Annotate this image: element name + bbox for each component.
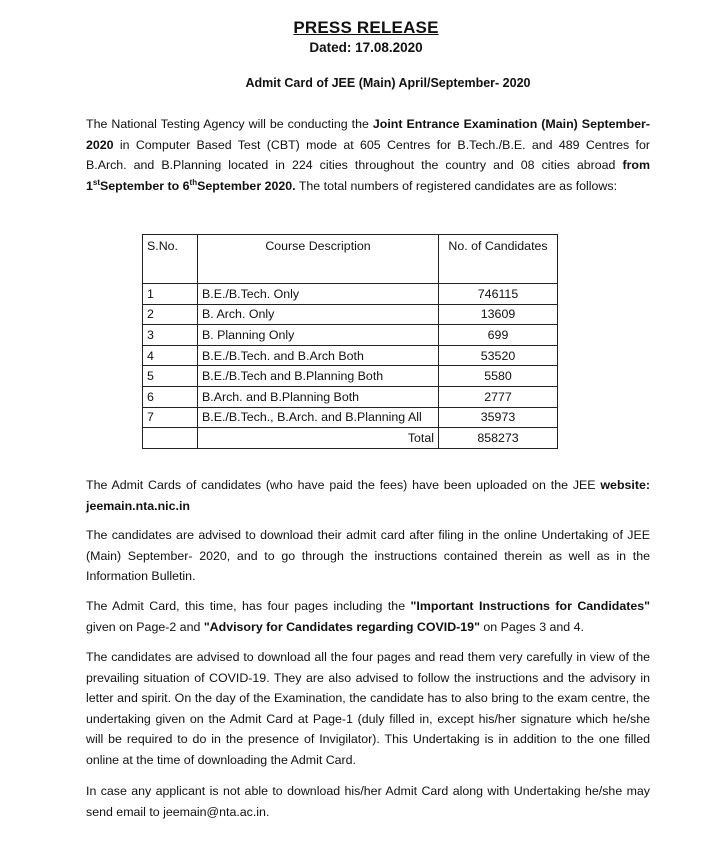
p3-text-3: on Pages 3 and 4. [479,619,584,634]
date-from: from 1 [86,158,650,193]
intro-text-2: in Computer Based Test (CBT) mode at 605 Centres for B.Tech./B.E. and 489 Centres for B.Arch. and B.Planning located in 224 cities throughout the country and 08 cities abroad [86,137,650,173]
cell-count: 746115 [439,284,558,305]
cell-sno: 2 [143,304,198,325]
download-advice-paragraph: The candidates are advised to download their admit card after filing in the online Undertaking of JEE (Main) September- 2020, and to go through the instructions contained therein as well as in the Information Bulletin. [86,528,650,584]
table-row [143,325,558,346]
cell-course: B.E./B.Tech. Only [198,284,439,305]
p3-text-1: The Admit Card, this time, has four pages including the [86,599,411,613]
total-label: Total [198,428,439,449]
covid-advisory-title: "Advisory for Candidates regarding COVID-19" [203,619,480,634]
header-sno: S.No. [143,235,198,284]
admit-card-upload-paragraph [86,475,650,516]
cell-sno: 7 [143,407,198,428]
cell-course: B.E./B.Tech and B.Planning Both [198,366,439,387]
release-date: Dated: 17.08.2020 [309,40,423,55]
cell-sno: 5 [143,366,198,387]
cell-empty [143,428,198,449]
table-total-row [143,428,558,449]
table-row [143,366,558,387]
intro-text-1: The National Testing Agency will be conducting the [86,117,373,131]
covid-instructions-paragraph: The candidates are advised to download all the four pages and read them very carefully in view of the prevailing situation of COVID-19. They are also advised to follow the instructions and the advisory in letter and spirit. On the day of the Examination, the candidate has to also bring to the exam centre, the undertaking given on the Admit Card at Page-1 (duly filled in, except his/her signature which he/she will be required to do in the presence of Invigilator). This Undertaking is in addition to the one filled online at the time of downloading the Admit Card. [86,650,650,767]
cell-sno: 6 [143,386,198,407]
cell-course: B. Planning Only [198,325,439,346]
admit-card-pages-paragraph [86,596,650,637]
intro-paragraph [86,114,650,196]
date-sup-2: th [189,177,198,187]
table-row [143,284,558,305]
cell-sno: 4 [143,345,198,366]
page-title: PRESS RELEASE [293,18,439,37]
header-course: Course Description [198,235,439,284]
cell-count: 35973 [439,407,558,428]
table-row [143,407,558,428]
date-to: September to 6 [100,178,190,193]
cell-count: 53520 [439,345,558,366]
cell-count: 5580 [439,366,558,387]
date-end: September 2020. [197,178,296,193]
intro-exam-name: Joint Entrance Examination (Main) September- 2020 [86,117,650,152]
cell-count: 2777 [439,386,558,407]
cell-course: B.E./B.Tech., B.Arch. and B.Planning All [198,407,439,428]
table-row [143,304,558,325]
important-instructions-title: "Important Instructions for Candidates" [410,599,651,613]
cell-course: B. Arch. Only [198,304,439,325]
p1-text: The Admit Cards of candidates (who have paid the fees) have been uploaded on the JEE [86,478,601,492]
cell-count: 699 [439,325,558,346]
date-sup-1: st [92,177,101,187]
cell-count: 13609 [439,304,558,325]
cell-sno: 3 [143,325,198,346]
candidates-table [142,234,558,449]
table-row [143,386,558,407]
table-header-row [143,235,558,284]
cell-sno: 1 [143,284,198,305]
table-row [143,345,558,366]
website-text: website: jeemain.nta.nic.in [86,478,650,513]
cell-course: B.E./B.Tech. and B.Arch Both [198,345,439,366]
total-value: 858273 [439,428,558,449]
intro-text-3: The total numbers of registered candidates are as follows: [295,178,618,193]
cell-course: B.Arch. and B.Planning Both [198,386,439,407]
subheading: Admit Card of JEE (Main) April/September- 2020 [245,76,531,90]
header-count: No. of Candidates [439,235,558,284]
email-contact-paragraph: In case any applicant is not able to download his/her Admit Card along with Undertaking he/she may send email to jeemain@nta.ac.in. [86,784,650,819]
p3-text-2: given on Page-2 and [86,619,204,634]
